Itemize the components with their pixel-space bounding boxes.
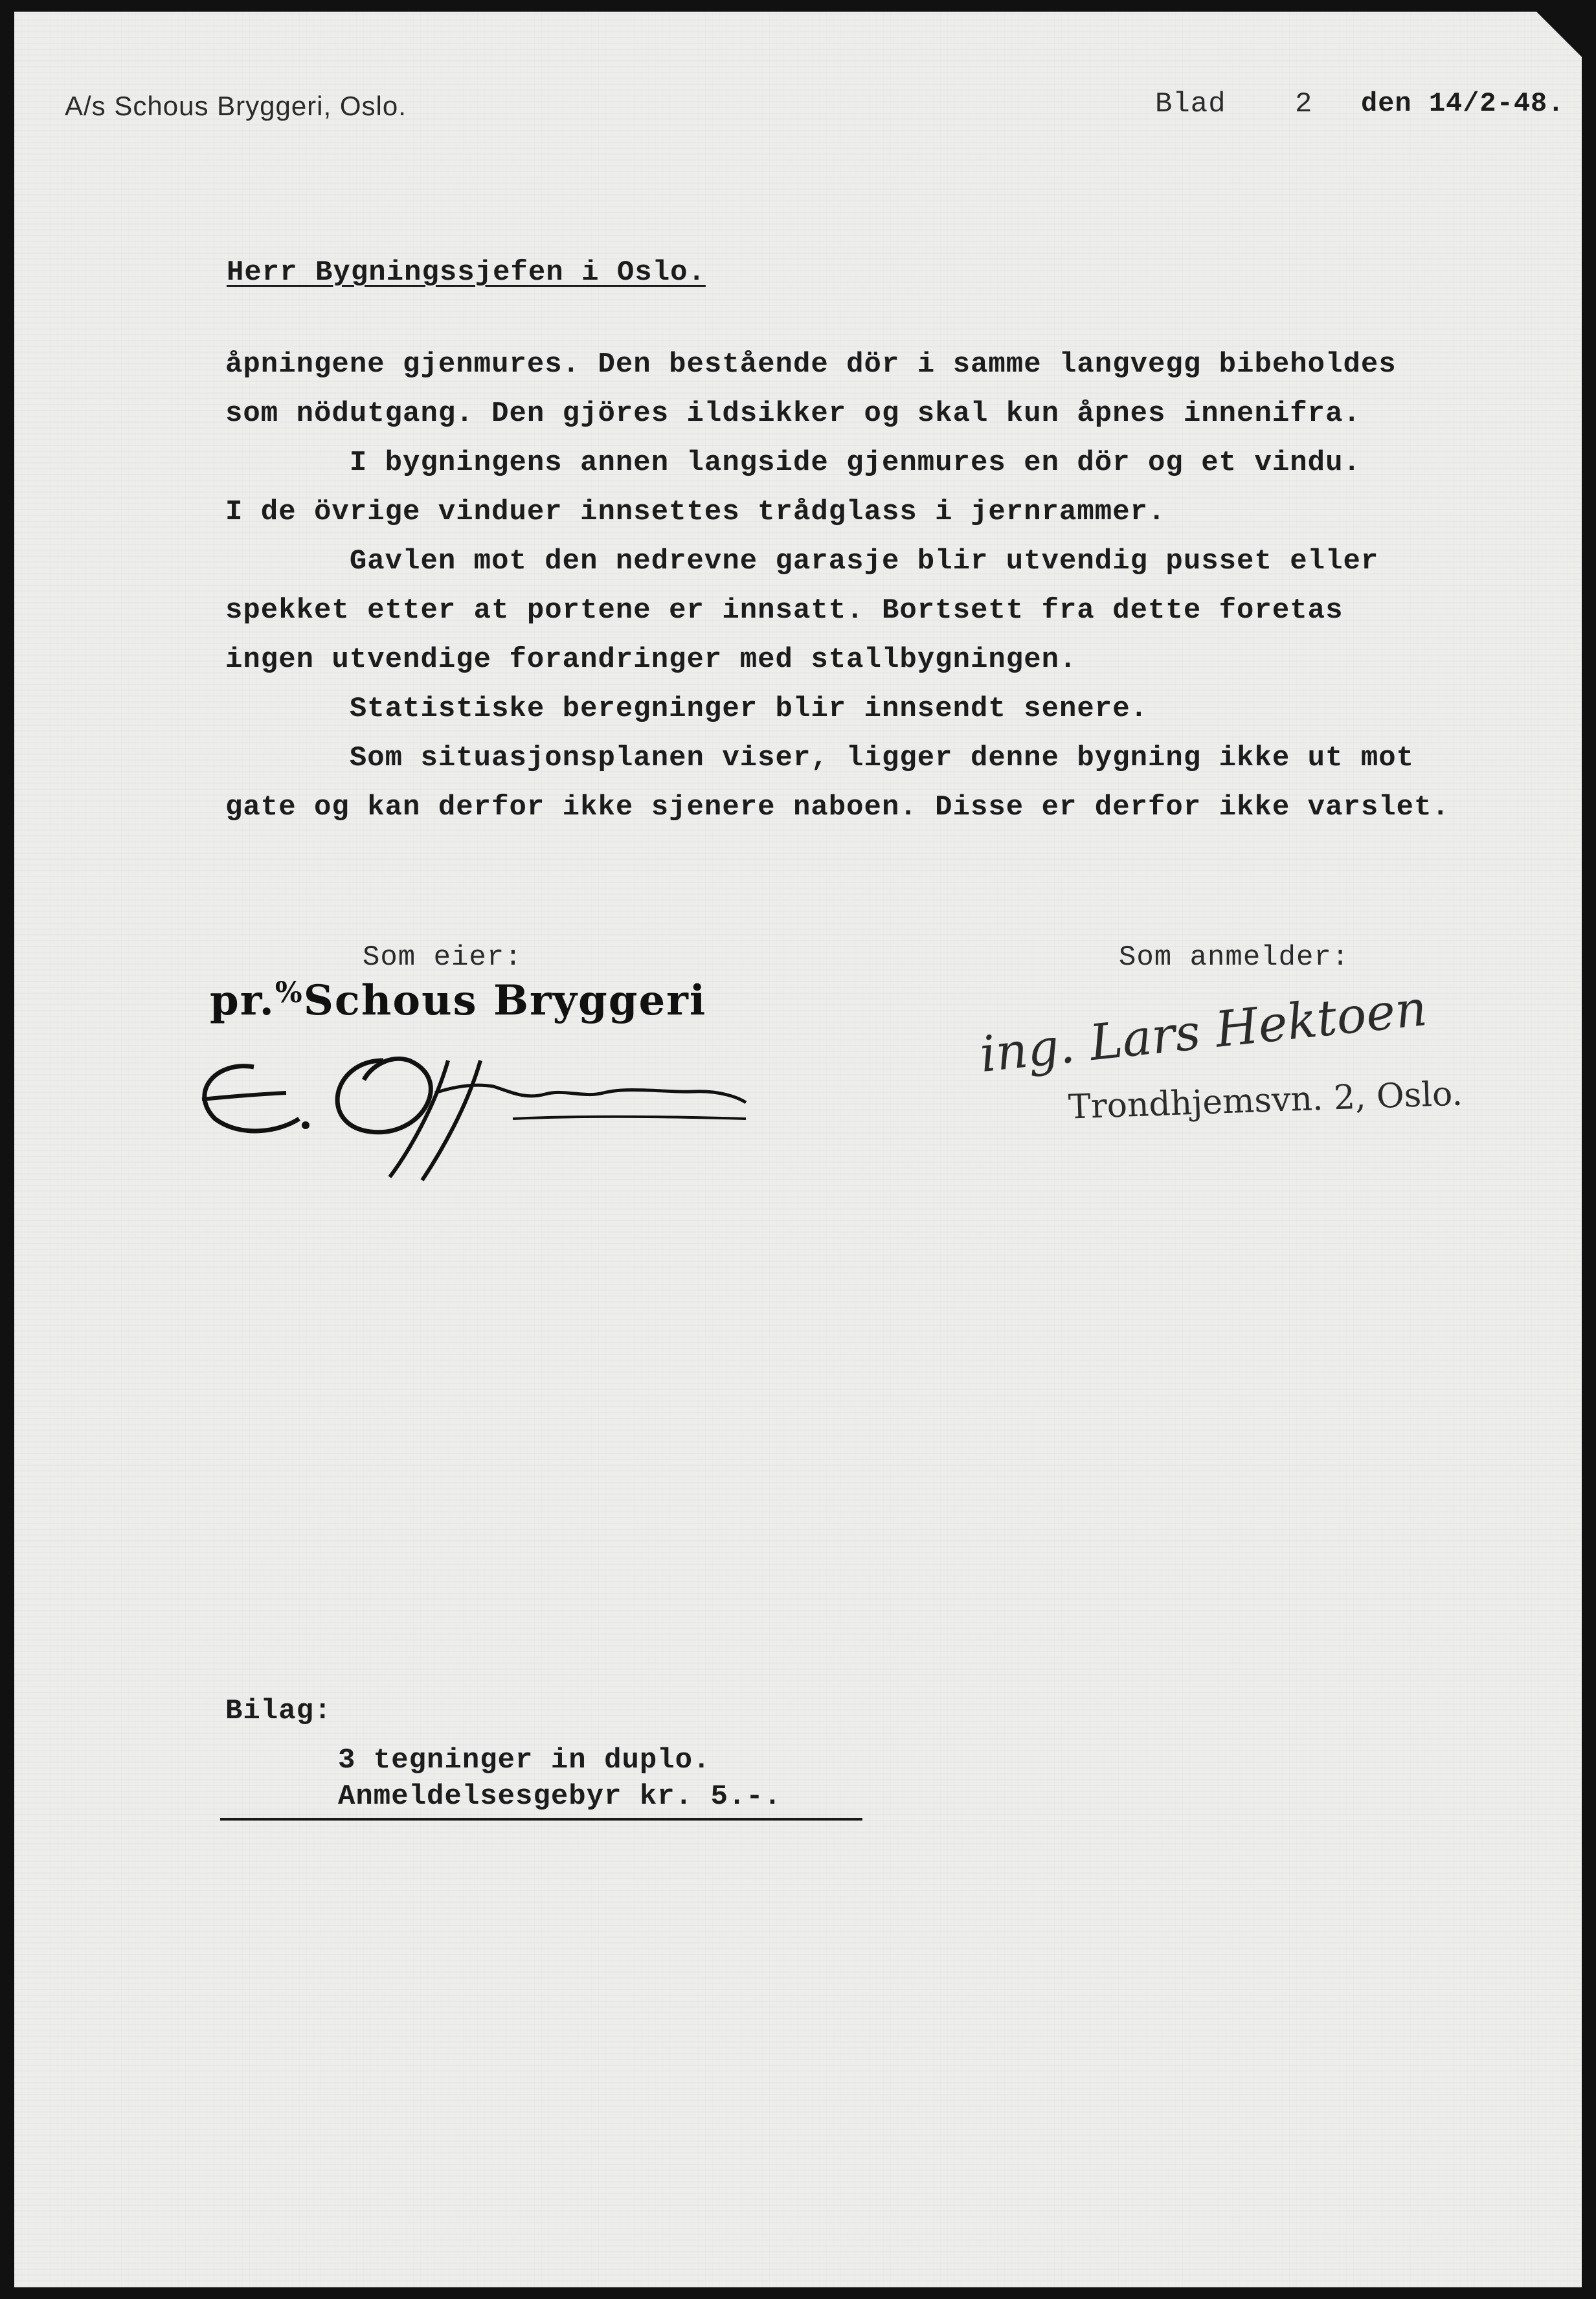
attachments-rule (220, 1818, 862, 1821)
recipient-line: Herr Bygningssjefen i Oslo. (227, 256, 706, 289)
company-stamp: pr.%Schous Bryggeri (210, 976, 707, 1025)
folded-corner (1536, 12, 1582, 57)
body-line: ingen utvendige forandringer med stallbygningen. (225, 644, 1077, 676)
body-line: I bygningens annen langside gjenmures en dör og et vindu. (225, 447, 1361, 479)
body-line: åpningene gjenmures. Den bestående dör i samme langvegg bibeholdes (225, 348, 1397, 381)
body-line: som nödutgang. Den gjöres ildsikker og skal kun åpnes innenifra. (225, 398, 1361, 430)
body-line: Statistiske beregninger blir innsendt senere. (225, 693, 1149, 725)
page-number: 2 (1295, 88, 1313, 120)
body-line: gate og kan derfor ikke sjenere naboen. Disse er derfor ikke varslet. (225, 791, 1450, 824)
attachments-label: Bilag: (225, 1695, 332, 1727)
applicant-signature: ing. Lars Hektoen (977, 979, 1430, 1083)
owner-signature (176, 1022, 759, 1190)
letter-date: den 14/2-48. (1361, 88, 1565, 119)
applicant-address: Trondhjemsvn. 2, Oslo. (1068, 1074, 1463, 1127)
body-line: Gavlen mot den nedrevne garasje blir utvendig pusset eller (225, 545, 1379, 578)
owner-label: Som eier: (363, 941, 523, 974)
body-line: I de övrige vinduer innsettes trådglass i jernrammer. (225, 496, 1166, 528)
document-page (14, 12, 1582, 2287)
body-line: Som situasjonsplanen viser, ligger denne bygning ikke ut mot (225, 742, 1415, 774)
attachment-item: Anmeldelsesgebyr kr. 5.-. (338, 1780, 782, 1813)
page-label: Blad (1155, 88, 1226, 120)
applicant-label: Som anmelder: (1119, 941, 1350, 974)
attachment-item: 3 tegninger in duplo. (338, 1744, 711, 1777)
body-line: spekket etter at portene er innsatt. Bortsett fra dette foretas (225, 594, 1343, 627)
company-letterhead: A/s Schous Bryggeri, Oslo. (65, 91, 407, 121)
